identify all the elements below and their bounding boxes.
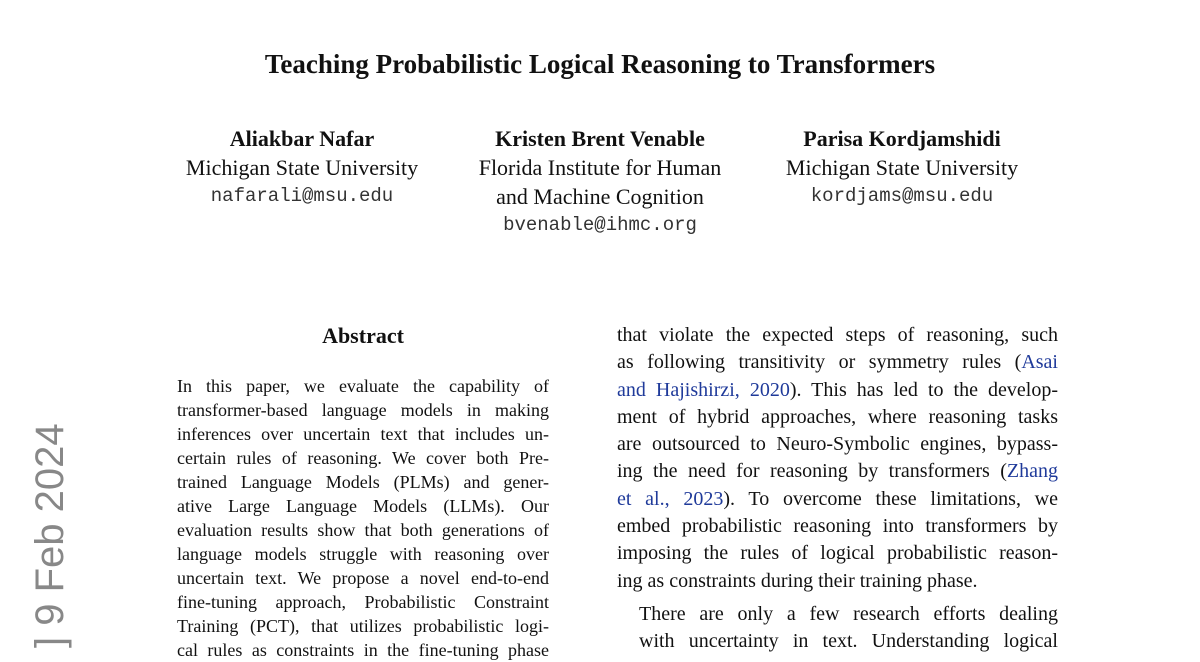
author-name: Kristen Brent Venable	[495, 126, 705, 151]
author-block	[460, 124, 740, 240]
abstract-line: certain rules of reasoning. We cover both Pre-	[177, 448, 549, 468]
author-affiliation: Florida Institute for Human	[478, 155, 722, 180]
body-line: There are only a few research efforts dealing	[639, 602, 1058, 625]
abstract-line: cal rules as constraints in the fine-tuning phase	[177, 640, 549, 660]
abstract-line: trained Language Models (PLMs) and gener-	[177, 472, 549, 492]
body-line: ment of hybrid approaches, where reasoning tasks	[617, 405, 1058, 428]
abstract-line: language models struggle with reasoning over	[177, 544, 549, 564]
author-name: Parisa Kordjamshidi	[803, 126, 1001, 151]
body-line	[617, 486, 1058, 513]
abstract-line: ative Large Language Models (LLMs). Our	[177, 496, 549, 516]
abstract-heading: Abstract	[322, 323, 404, 348]
body-text: as following transitivity or symmetry rules (	[617, 351, 1022, 374]
paper-title: Teaching Probabilistic Logical Reasoning to Transformers	[264, 49, 936, 79]
author-affiliation: Michigan State University	[785, 155, 1019, 180]
abstract-line: transformer-based language models in making	[177, 400, 549, 420]
abstract-line: evaluation results show that both generations of	[177, 520, 549, 540]
author-block	[762, 124, 1042, 211]
author-email: bvenable@ihmc.org	[503, 214, 697, 236]
body-line: ing as constraints during their training phase.	[617, 569, 978, 592]
body-paragraph	[617, 322, 1058, 595]
body-paragraph	[617, 601, 1058, 656]
author-email: nafarali@msu.edu	[210, 185, 394, 207]
body-line: imposing the rules of logical probabilistic reason-	[617, 542, 1058, 565]
arxiv-stamp: ] 9 Feb 2024	[28, 423, 72, 648]
body-line	[617, 458, 1058, 485]
abstract-line: In this paper, we evaluate the capability of	[177, 376, 549, 396]
body-text: ). This has led to the develop-	[789, 378, 1058, 401]
body-line: with uncertainty in text. Understanding logical	[639, 630, 1058, 653]
abstract-line: fine-tuning approach, Probabilistic Constraint	[177, 592, 549, 612]
abstract-line: Training (PCT), that utilizes probabilistic logi-	[177, 616, 549, 636]
author-affiliation: Michigan State University	[185, 155, 419, 180]
body-line: that violate the expected steps of reasoning, such	[617, 324, 1058, 346]
body-text: ing the need for reasoning by transformers (	[617, 460, 1007, 483]
author-block	[164, 124, 440, 211]
abstract-text	[177, 374, 549, 662]
citation-link[interactable]: Asai	[1021, 351, 1058, 374]
body-line: are outsourced to Neuro-Symbolic engines, bypass-	[617, 433, 1058, 456]
body-text: ). To overcome these limitations, we	[723, 487, 1059, 510]
body-line	[617, 349, 1058, 376]
citation-link[interactable]: and Hajishirzi, 2020	[617, 378, 790, 401]
body-line: embed probabilistic reasoning into transformers by	[617, 515, 1058, 538]
body-line	[617, 377, 1058, 404]
author-email: kordjams@msu.edu	[810, 185, 994, 207]
abstract-line: inferences over uncertain text that includes un-	[177, 424, 549, 444]
author-name: Aliakbar Nafar	[229, 126, 375, 151]
body-column-right	[617, 322, 1058, 656]
citation-link[interactable]: Zhang	[1006, 460, 1058, 483]
abstract-line: uncertain text. We propose a novel end-to-end	[177, 568, 549, 588]
citation-link[interactable]: et al., 2023	[617, 487, 724, 510]
author-affiliation: and Machine Cognition	[496, 184, 704, 209]
